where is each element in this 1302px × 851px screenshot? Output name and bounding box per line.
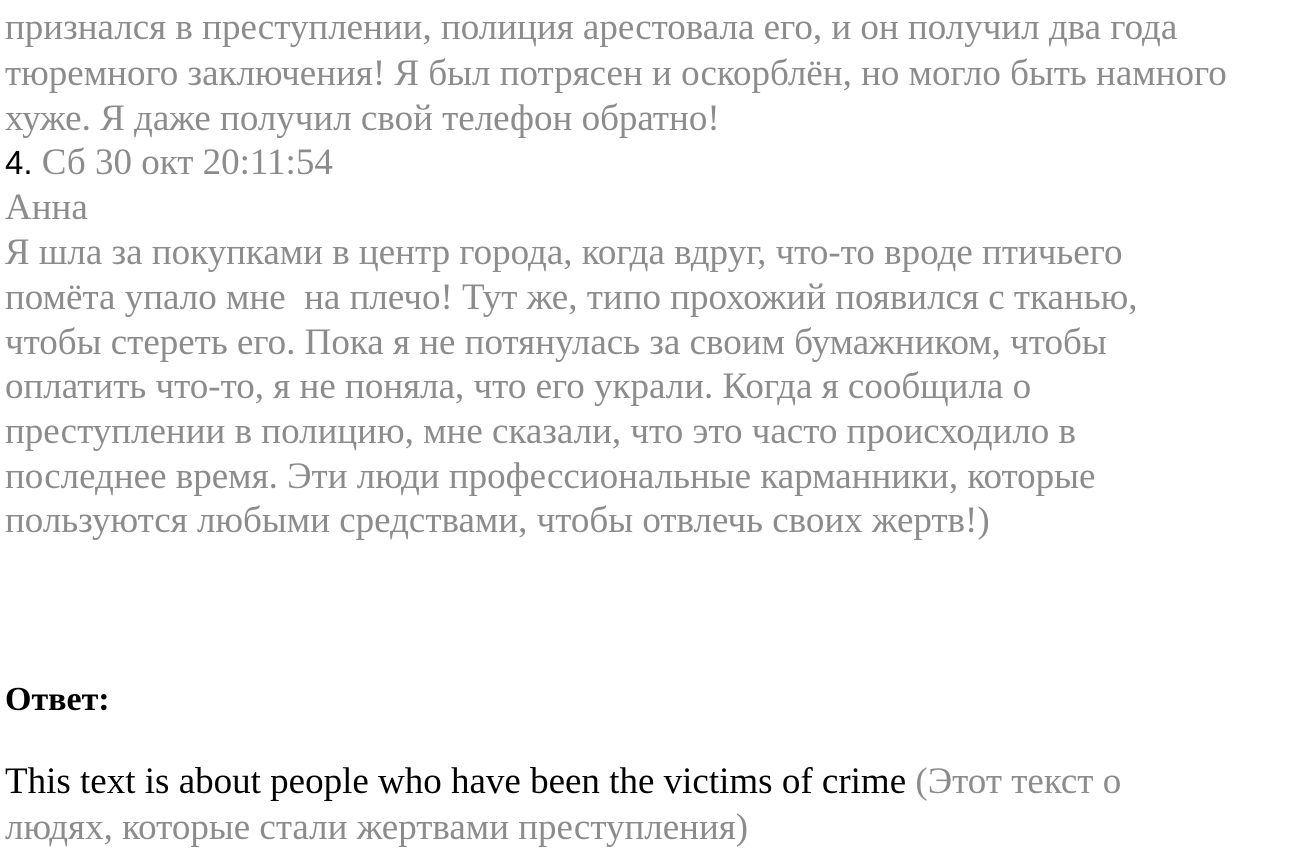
- answer-text: [5, 760, 1121, 804]
- text-line: преступлении в полицию, мне сказали, что это часто происходило в: [5, 411, 1077, 452]
- answer-english: This text is about people who have been the victims of crime: [5, 761, 907, 802]
- text-line: тюремного заключения! Я был потрясен и оскорблён, но могло быть намного: [5, 53, 1227, 94]
- answer-translation-end: людях, которые стали жертвами преступления): [5, 807, 749, 848]
- answer-translation-start: (Этот текст о: [906, 761, 1122, 802]
- text-line: Я шла за покупками в центр города, когда вдруг, что-то вроде птичьего: [5, 232, 1123, 273]
- post-author: Анна: [5, 187, 88, 228]
- text-line: признался в преступлении, полиция арестовала его, и он получил два года: [5, 7, 1178, 48]
- post-header: [5, 141, 333, 185]
- post-datetime: Сб 30 окт 20:11:54: [41, 142, 333, 183]
- text-line: последнее время. Эти люди профессиональные карманники, которые: [5, 456, 1096, 497]
- text-line: чтобы стереть его. Пока я не потянулась за своим бумажником, чтобы: [5, 322, 1107, 363]
- text-line: оплатить что-то, я не поняла, что его украли. Когда я сообщила о: [5, 366, 1032, 407]
- answer-label: Ответ:: [5, 681, 110, 718]
- text-line: пользуются любыми средствами, чтобы отвлечь своих жертв!): [5, 500, 990, 541]
- text-line: хуже. Я даже получил свой телефон обратно!: [5, 98, 720, 139]
- post-number: 4.: [5, 144, 33, 181]
- text-line: помёта упало мне на плечо! Тут же, типо прохожий появился с тканью,: [5, 277, 1138, 318]
